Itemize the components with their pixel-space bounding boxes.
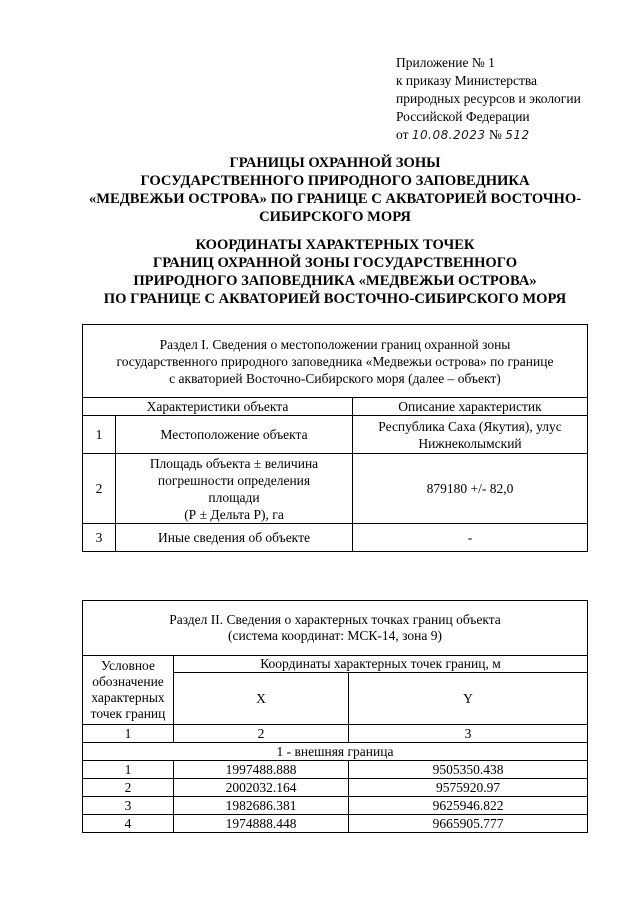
- row-value: [353, 416, 588, 454]
- table-row: [83, 454, 588, 524]
- row-number: 2: [83, 454, 116, 524]
- header-line: Раздел I. Сведения о местоположении границ охранной зоны: [159, 336, 511, 352]
- col-point-designation: [83, 656, 174, 725]
- section1-header: [83, 325, 588, 398]
- table-row: [83, 815, 588, 833]
- row-number: 1: [83, 416, 116, 454]
- point-y: 9665905.777: [349, 815, 588, 833]
- point-x: 1997488.888: [174, 761, 349, 779]
- index-row: [83, 725, 588, 743]
- title-line: ГРАНИЦЫ ОХРАННОЙ ЗОНЫ: [229, 155, 441, 171]
- point-number: 3: [83, 797, 174, 815]
- point-y: 9505350.438: [349, 761, 588, 779]
- appendix-line: Приложение № 1: [396, 55, 495, 70]
- point-y: 9575920.97: [349, 779, 588, 797]
- title-coordinates: [40, 236, 630, 308]
- appendix-block: [396, 54, 632, 144]
- title-line: КООРДИНАТЫ ХАРАКТЕРНЫХ ТОЧЕК: [195, 237, 475, 253]
- title-line: ПО ГРАНИЦЕ С АКВАТОРИЕЙ ВОСТОЧНО-СИБИРСКОГО МОРЯ: [103, 291, 567, 307]
- point-number: 2: [83, 779, 174, 797]
- header-line: государственного природного заповедника «Медвежьи острова» по границе: [116, 353, 554, 369]
- col-index: 2: [174, 725, 349, 743]
- row-value: 879180 +/- 82,0: [353, 454, 588, 524]
- table-row: [83, 779, 588, 797]
- row-label: Иные сведения об объекте: [116, 524, 353, 552]
- handwritten-date: 10.08.2023: [411, 128, 486, 142]
- point-x: 2002032.164: [174, 779, 349, 797]
- title-line: СИБИРСКОГО МОРЯ: [259, 209, 411, 225]
- row-label: Местоположение объекта: [116, 416, 353, 454]
- appendix-line: Российской Федерации: [396, 109, 530, 124]
- table-row: [83, 524, 588, 552]
- value-line: Республика Саха (Якутия), улус: [378, 418, 562, 434]
- col-characteristics: Характеристики объекта: [83, 398, 353, 416]
- header-line: Раздел II. Сведения о характерных точках границ объекта: [169, 612, 501, 627]
- point-number: 1: [83, 761, 174, 779]
- label-line: характерных: [91, 690, 165, 705]
- col-y: Y: [349, 673, 588, 725]
- label-line: погрешности определения: [157, 472, 311, 488]
- table-row: [83, 761, 588, 779]
- row-label: [116, 454, 353, 524]
- table-row: [83, 416, 588, 454]
- table-row: [83, 797, 588, 815]
- col-coordinates: Координаты характерных точек границ, м: [174, 656, 588, 673]
- label-line: Условное: [101, 658, 155, 673]
- col-x: X: [174, 673, 349, 725]
- label-line: точек границ: [90, 706, 166, 721]
- row-value: -: [353, 524, 588, 552]
- col-description: Описание характеристик: [353, 398, 588, 416]
- point-number: 4: [83, 815, 174, 833]
- title-boundaries: [40, 154, 630, 226]
- header-line: (система координат: МСК-14, зона 9): [228, 628, 442, 643]
- appendix-line: к приказу Министерства: [396, 73, 538, 88]
- title-line: ГРАНИЦ ОХРАННОЙ ЗОНЫ ГОСУДАРСТВЕННОГО: [152, 255, 518, 271]
- point-x: 1982686.381: [174, 797, 349, 815]
- point-x: 1974888.448: [174, 815, 349, 833]
- section2-header: [83, 601, 588, 656]
- date-prefix: от: [396, 127, 409, 142]
- section2-table: [82, 600, 588, 833]
- label-line: (Р ± Дельта Р), га: [184, 506, 284, 522]
- title-line: ГОСУДАРСТВЕННОГО ПРИРОДНОГО ЗАПОВЕДНИКА: [140, 173, 530, 189]
- number-prefix: №: [488, 127, 502, 142]
- col-index: 1: [83, 725, 174, 743]
- label-line: площади: [208, 489, 260, 505]
- section1-table: [82, 324, 588, 552]
- point-y: 9625946.822: [349, 797, 588, 815]
- appendix-date-line: [396, 126, 632, 144]
- boundary-row: [83, 743, 588, 761]
- row-number: 3: [83, 524, 116, 552]
- label-line: Площадь объекта ± величина: [149, 455, 319, 471]
- header-line: с акваторией Восточно-Сибирского моря (далее – объект): [169, 370, 501, 386]
- title-line: «МЕДВЕЖЬИ ОСТРОВА» ПО ГРАНИЦЕ С АКВАТОРИЕЙ ВОСТОЧНО-: [88, 191, 582, 207]
- appendix-line: природных ресурсов и экологии: [396, 91, 581, 106]
- handwritten-number: 512: [505, 128, 530, 142]
- title-line: ПРИРОДНОГО ЗАПОВЕДНИКА «МЕДВЕЖЬИ ОСТРОВА»: [133, 273, 537, 289]
- boundary-label: 1 - внешняя граница: [83, 743, 588, 761]
- value-line: Нижнеколымский: [418, 435, 522, 451]
- label-line: обозначение: [92, 674, 164, 689]
- col-index: 3: [349, 725, 588, 743]
